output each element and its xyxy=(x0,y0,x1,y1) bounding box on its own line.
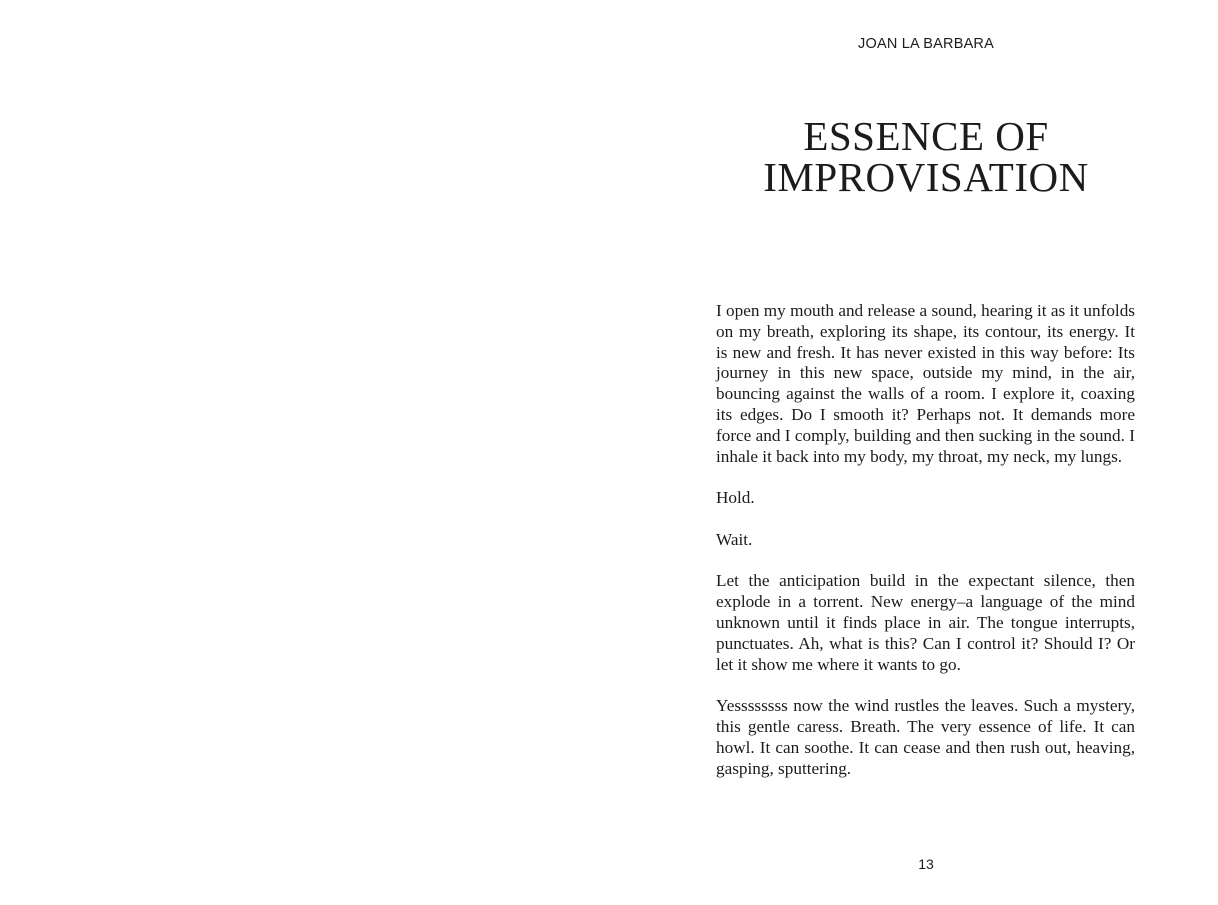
paragraph-4: Let the anticipation build in the expectant silence, then explode in a torrent. New energy–a language of the mind unknown until it finds place in air. The tongue interrupts, punctuates. Ah, what is this? Can I control it? Should I? Or let it show me where it wants to go. xyxy=(716,571,1135,674)
chapter-title-line-1: ESSENCE OF xyxy=(803,113,1049,159)
paragraph-hold: Hold. xyxy=(716,488,755,508)
right-page xyxy=(609,0,1218,905)
paragraph-1: I open my mouth and release a sound, hearing it as it unfolds on my breath, exploring its shape, its contour, its energy. It is new and fresh. It has never existed in this way before: Its journey in this new space, outside my mind, in the air, bouncing against the walls of a room. I explore it, coaxing its edges. Do I smooth it? Perhaps not. It demands more force and I comply, building and then sucking in the sound. I inhale it back into my body, my throat, my neck, my lungs. xyxy=(716,301,1135,466)
paragraph-5: Yessssssss now the wind rustles the leaves. Such a mystery, this gentle caress. Breath. The very essence of life. It can howl. It can soothe. It can cease and then rush out, heaving, gasping, sputtering. xyxy=(716,696,1135,778)
running-head-author: JOAN LA BARBARA xyxy=(858,36,994,52)
chapter-title-line-2: IMPROVISATION xyxy=(763,154,1089,200)
page-number: 13 xyxy=(918,856,934,872)
paragraph-wait: Wait. xyxy=(716,529,753,549)
chapter-title xyxy=(716,113,1136,200)
body-text xyxy=(716,301,1135,800)
